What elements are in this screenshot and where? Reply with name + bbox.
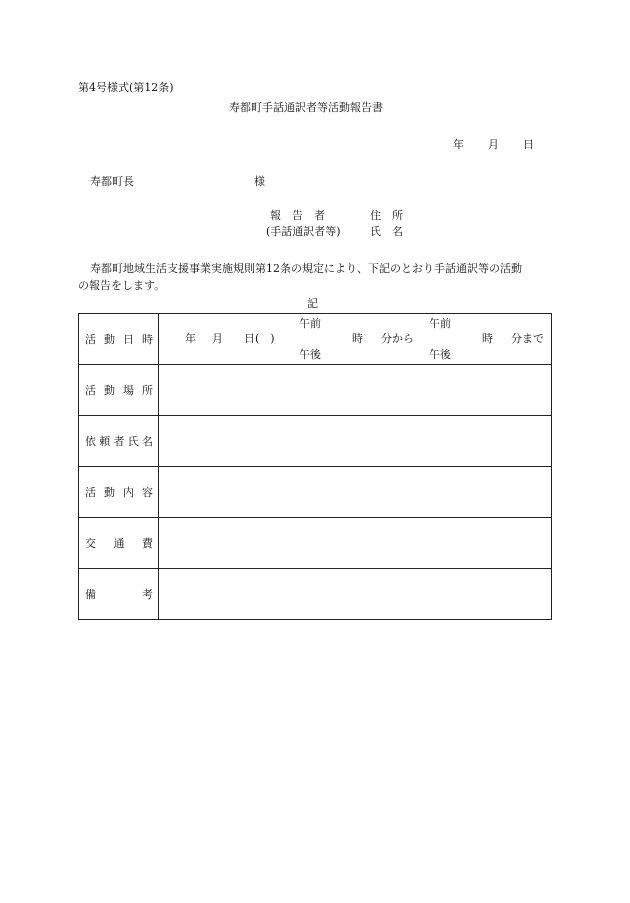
label-char: 動 — [104, 485, 115, 499]
form-number: 第4号様式(第12条) — [78, 81, 174, 94]
table-row — [79, 314, 552, 365]
label-char: 頼 — [99, 434, 111, 448]
row-label-activity-content — [79, 467, 159, 518]
label-char: 時 — [142, 332, 153, 346]
name-label: 氏 名 — [370, 225, 403, 238]
dt-minute-until: 分まで — [511, 332, 544, 345]
dt-hour-1: 時 — [352, 332, 363, 345]
addressee-name: 寿都町長 — [90, 175, 134, 188]
dt-pm-1: 午後 — [299, 348, 321, 361]
label-char: 活 — [85, 485, 96, 499]
label-char: 費 — [142, 536, 153, 550]
dt-year: 年 — [185, 332, 196, 345]
body-text-line1: 寿都町地域生活支援事業実施規則第12条の規定により、下記のとおり手話通訳等の活動 — [90, 262, 522, 275]
address-label: 住 所 — [370, 209, 403, 222]
dt-day-weekday: 日( ) — [244, 332, 275, 345]
row-label-remarks — [79, 569, 159, 620]
addressee-honorific: 様 — [254, 175, 265, 188]
label-char: 交 — [85, 536, 96, 550]
label-char: 活 — [85, 332, 96, 346]
dt-hour-2: 時 — [482, 332, 493, 345]
dt-am-1: 午前 — [299, 317, 321, 330]
reporter-sublabel: (手話通訳者等) — [266, 225, 341, 238]
label-char: 依 — [85, 434, 96, 448]
date-month-label: 月 — [488, 138, 499, 151]
row-label-activity-datetime — [79, 314, 159, 365]
table-row — [79, 416, 552, 467]
table-row — [79, 569, 552, 620]
label-char: 内 — [123, 485, 134, 499]
body-text-line2: の報告をします。 — [78, 279, 166, 292]
row-label-activity-place — [79, 365, 159, 416]
date-year-label: 年 — [453, 138, 464, 151]
table-row — [79, 365, 552, 416]
label-char: 場 — [123, 383, 134, 397]
label-char: 所 — [142, 383, 153, 397]
activity-datetime-field[interactable] — [159, 314, 552, 365]
activity-place-field[interactable] — [159, 365, 552, 416]
row-label-transport-cost — [79, 518, 159, 569]
activity-content-field[interactable] — [159, 467, 552, 518]
label-char: 活 — [85, 383, 96, 397]
report-table — [78, 313, 552, 620]
label-char: 動 — [104, 383, 115, 397]
label-char: 容 — [142, 485, 153, 499]
label-char: 者 — [113, 434, 125, 448]
label-char: 考 — [142, 587, 153, 601]
label-char: 備 — [85, 587, 96, 601]
dt-minute-from: 分から — [381, 332, 414, 345]
label-char: 日 — [123, 332, 134, 346]
document-title: 寿都町手話通訳者等活動報告書 — [229, 101, 383, 114]
requester-name-field[interactable] — [159, 416, 552, 467]
transport-cost-field[interactable] — [159, 518, 552, 569]
dt-am-2: 午前 — [429, 317, 451, 330]
table-row — [79, 518, 552, 569]
label-char: 名 — [142, 434, 153, 448]
reporter-label: 報 告 者 — [270, 209, 325, 222]
dt-pm-2: 午後 — [429, 348, 451, 361]
ki-heading: 記 — [307, 297, 318, 310]
label-char: 通 — [113, 536, 125, 550]
remarks-field[interactable] — [159, 569, 552, 620]
dt-month: 月 — [212, 332, 223, 345]
row-label-requester-name — [79, 416, 159, 467]
label-char: 動 — [104, 332, 115, 346]
table-row — [79, 467, 552, 518]
date-day-label: 日 — [523, 138, 534, 151]
label-char: 氏 — [127, 434, 139, 448]
